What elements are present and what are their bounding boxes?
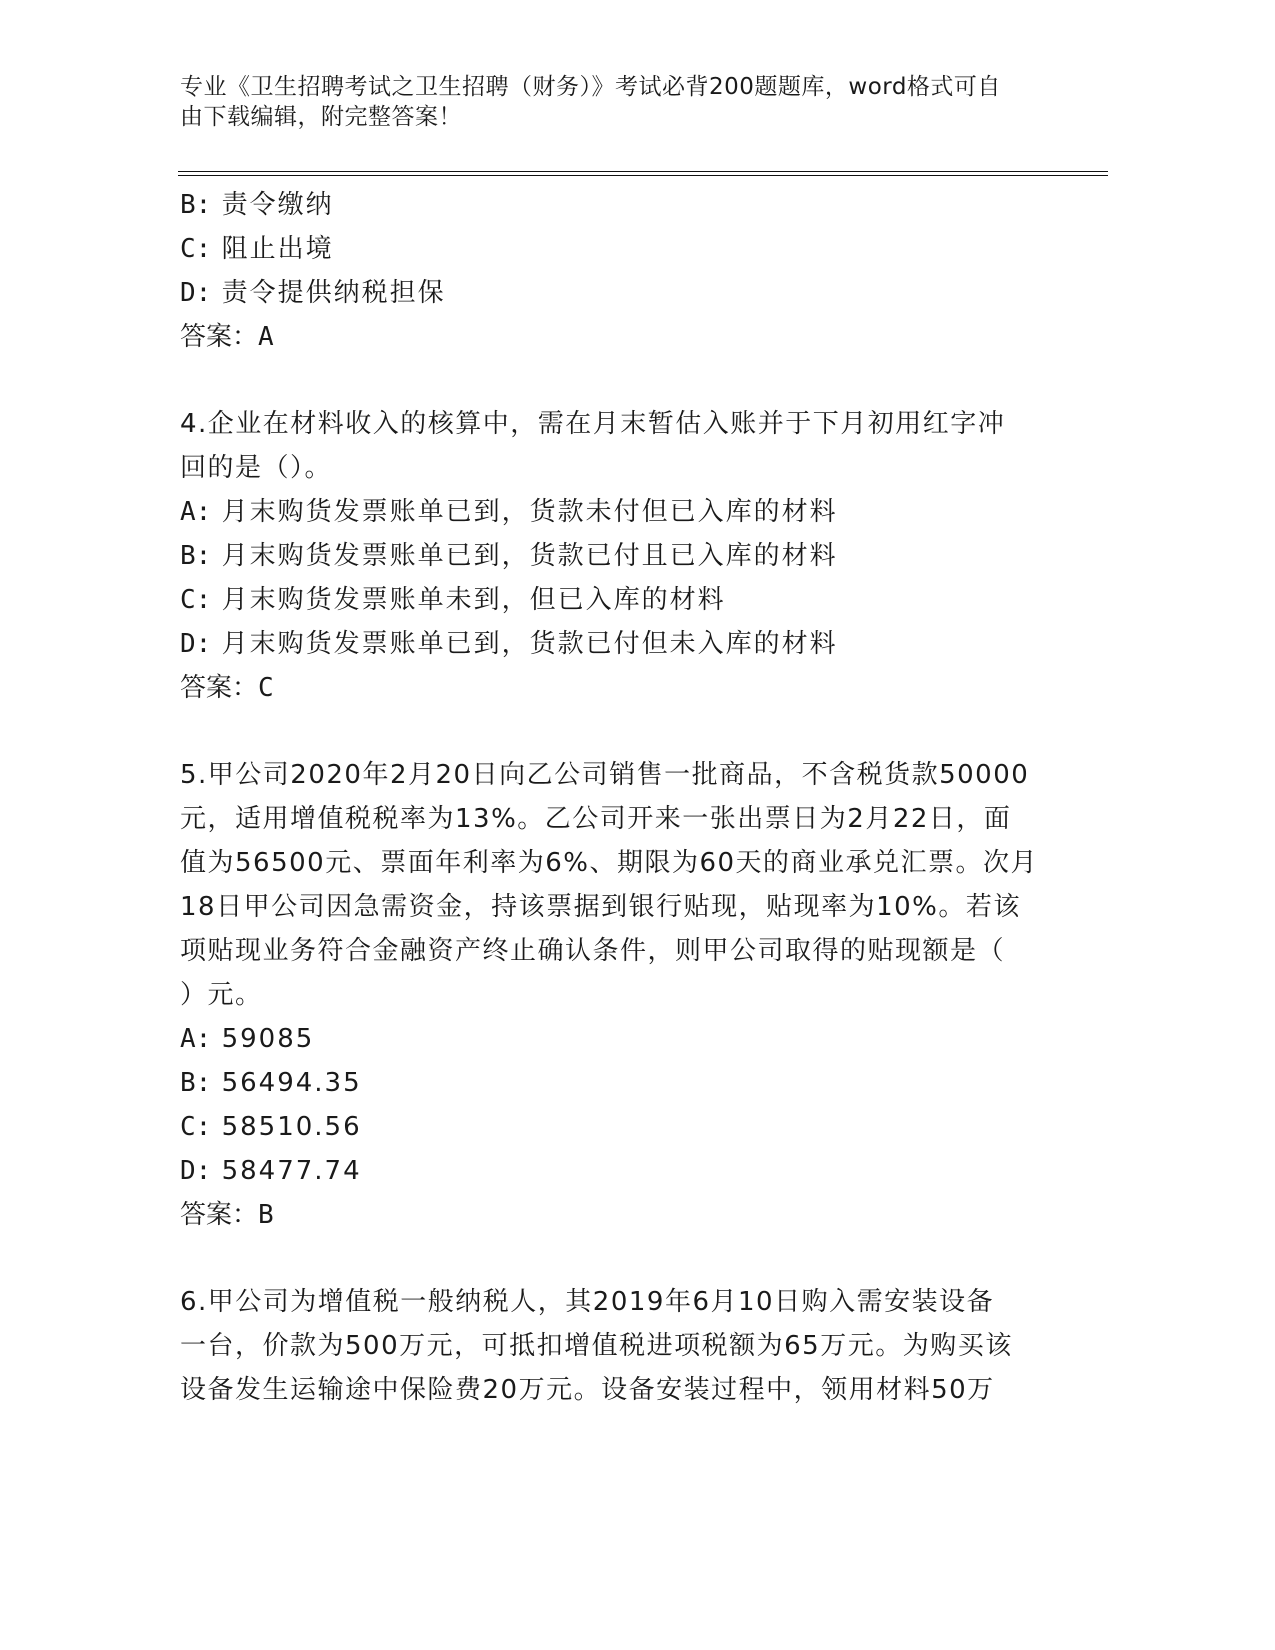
option-c: C: 月末购货发票账单未到，但已入库的材料 xyxy=(180,585,726,615)
header-line-1: 专业《卫生招聘考试之卫生招聘（财务）》考试必背200题题库，word格式可自 xyxy=(180,74,1001,100)
option-c: C: 阻止出境 xyxy=(180,234,334,264)
question-line: 回的是（）。 xyxy=(180,453,333,483)
question-line: 设备发生运输途中保险费20万元。设备安装过程中，领用材料50万 xyxy=(180,1375,995,1405)
question-line: 元，适用增值税税率为13%。乙公司开来一张出票日为2月22日，面 xyxy=(180,804,1012,834)
answer-line: 答案：A xyxy=(180,322,274,352)
option-b: B: 月末购货发票账单已到，货款已付且已入库的材料 xyxy=(180,541,838,571)
question-5 xyxy=(180,753,1040,1237)
option-b: B: 56494.35 xyxy=(180,1068,362,1098)
answer-line: 答案：B xyxy=(180,1200,274,1230)
question-line: ）元。 xyxy=(180,980,263,1010)
question-text xyxy=(180,402,1040,490)
answer-line: 答案：C xyxy=(180,673,274,703)
question-line: 一台，价款为500万元，可抵扣增值税进项税额为65万元。为购买该 xyxy=(180,1331,1013,1361)
question-text xyxy=(180,1280,1040,1412)
option-d: D: 责令提供纳税担保 xyxy=(180,278,446,308)
question-6 xyxy=(180,1280,1040,1412)
question-3-tail xyxy=(180,183,1040,359)
header-line-2: 由下载编辑，附完整答案！ xyxy=(180,104,462,130)
question-line: 值为56500元、票面年利率为6%、期限为60天的商业承兑汇票。次月 xyxy=(180,848,1039,878)
option-a: A: 月末购货发票账单已到，货款未付但已入库的材料 xyxy=(180,497,838,527)
page-header xyxy=(180,72,1040,132)
option-d: D: 月末购货发票账单已到，货款已付但未入库的材料 xyxy=(180,629,838,659)
question-line: 6.甲公司为增值税一般纳税人，其2019年6月10日购入需安装设备 xyxy=(180,1287,995,1317)
question-text xyxy=(180,753,1040,1017)
question-line: 项贴现业务符合金融资产终止确认条件，则甲公司取得的贴现额是（ xyxy=(180,936,1006,966)
question-line: 18日甲公司因急需资金，持该票据到银行贴现，贴现率为10%。若该 xyxy=(180,892,1021,922)
question-line: 5.甲公司2020年2月20日向乙公司销售一批商品，不含税货款50000 xyxy=(180,760,1030,790)
header-divider-top xyxy=(178,171,1108,172)
header-divider-bottom xyxy=(178,175,1108,176)
question-line: 4.企业在材料收入的核算中，需在月末暂估入账并于下月初用红字冲 xyxy=(180,409,1006,439)
option-c: C: 58510.56 xyxy=(180,1112,362,1142)
option-a: A: 59085 xyxy=(180,1024,315,1054)
question-content xyxy=(180,183,1040,1412)
question-4 xyxy=(180,402,1040,710)
option-d: D: 58477.74 xyxy=(180,1156,362,1186)
option-b: B: 责令缴纳 xyxy=(180,190,334,220)
